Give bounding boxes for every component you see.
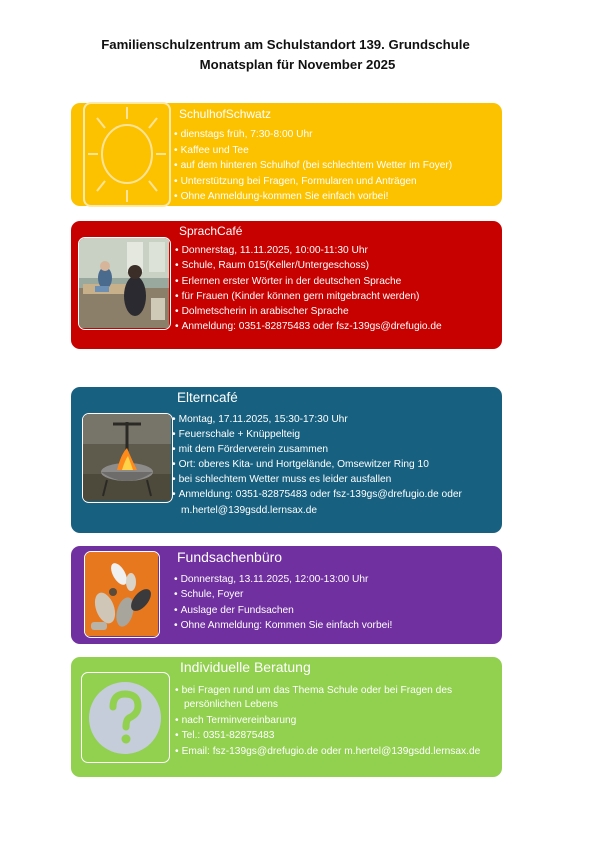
question-mark-icon — [81, 672, 170, 763]
list-item: • Erlernen erster Wörter in der deutschen Sprache — [175, 274, 500, 289]
card-title: SchulhofSchwatz — [179, 107, 272, 121]
card-title: Fundsachenbüro — [177, 549, 283, 565]
card-list — [175, 243, 500, 335]
card-individuelle-beratung — [71, 657, 502, 777]
card-sprachcafe — [71, 221, 502, 349]
list-item: • Ohne Anmeldung: Kommen Sie einfach vorbei! — [174, 618, 499, 633]
card-title: SprachCafé — [179, 224, 243, 238]
list-item: • Auslage der Fundsachen — [174, 603, 499, 618]
page-title: Familienschulzentrum am Schulstandort 139. Grundschule — [101, 37, 470, 52]
list-item: • Donnerstag, 11.11.2025, 10:00-11:30 Uhr — [175, 243, 500, 258]
list-item: • auf dem hinteren Schulhof (bei schlechtem Wetter im Foyer) — [174, 158, 499, 174]
list-item: • mit dem Förderverein zusammen — [172, 442, 500, 457]
card-title: Individuelle Beratung — [180, 659, 311, 675]
list-item: • dienstags früh, 7:30-8:00 Uhr — [174, 127, 499, 143]
list-item: • Ort: oberes Kita- und Hortgelände, Omsewitzer Ring 10 — [172, 457, 500, 472]
list-item: • Email: fsz-139gs@drefugio.de oder m.hertel@139gsdd.lernsax.de — [175, 745, 500, 759]
card-elterncafe — [71, 387, 502, 533]
list-item: • nach Terminvereinbarung — [175, 714, 500, 728]
card-title: Elterncafé — [177, 390, 238, 405]
card-list — [174, 572, 499, 633]
card-fundsachenbuero — [71, 546, 502, 644]
list-item: • Dolmetscherin in arabischer Sprache — [175, 304, 500, 319]
list-item: • Schule, Foyer — [174, 587, 499, 602]
fire-bowl-photo — [82, 413, 173, 503]
list-item: • für Frauen (Kinder können gern mitgebracht werden) — [175, 289, 500, 304]
page-subtitle: Monatsplan für November 2025 — [199, 57, 396, 72]
list-item: • Feuerschale + Knüppelteig — [172, 427, 500, 442]
list-item: • Anmeldung: 0351-82875483 oder fsz-139gs@drefugio.de — [175, 319, 500, 334]
list-item: • Donnerstag, 13.11.2025, 12:00-13:00 Uhr — [174, 572, 499, 587]
list-item: • Tel.: 0351-82875483 — [175, 729, 500, 743]
card-schulhofschwatz — [71, 103, 502, 206]
list-item: • Ohne Anmeldung-kommen Sie einfach vorbei! — [174, 189, 499, 205]
card-list — [175, 684, 500, 761]
lost-shoes-photo — [84, 551, 160, 638]
list-item: • Schule, Raum 015(Keller/Untergeschoss) — [175, 258, 500, 273]
card-list — [174, 127, 499, 205]
list-item: • bei schlechtem Wetter muss es leider ausfallen — [172, 472, 500, 487]
list-item: • Unterstützung bei Fragen, Formularen und Anträgen — [174, 174, 499, 190]
list-item: • Montag, 17.11.2025, 15:30-17:30 Uhr — [172, 412, 500, 427]
card-list — [172, 412, 500, 518]
list-item: • Kaffee und Tee — [174, 143, 499, 159]
classroom-photo — [78, 237, 171, 330]
list-item: • Anmeldung: 0351-82875483 oder fsz-139gs@drefugio.de oder m.hertel@139gsdd.lernsax.de — [172, 487, 500, 517]
sun-icon — [83, 102, 171, 207]
list-item: • bei Fragen rund um das Thema Schule oder bei Fragen des persönlichen Lebens — [175, 684, 500, 712]
